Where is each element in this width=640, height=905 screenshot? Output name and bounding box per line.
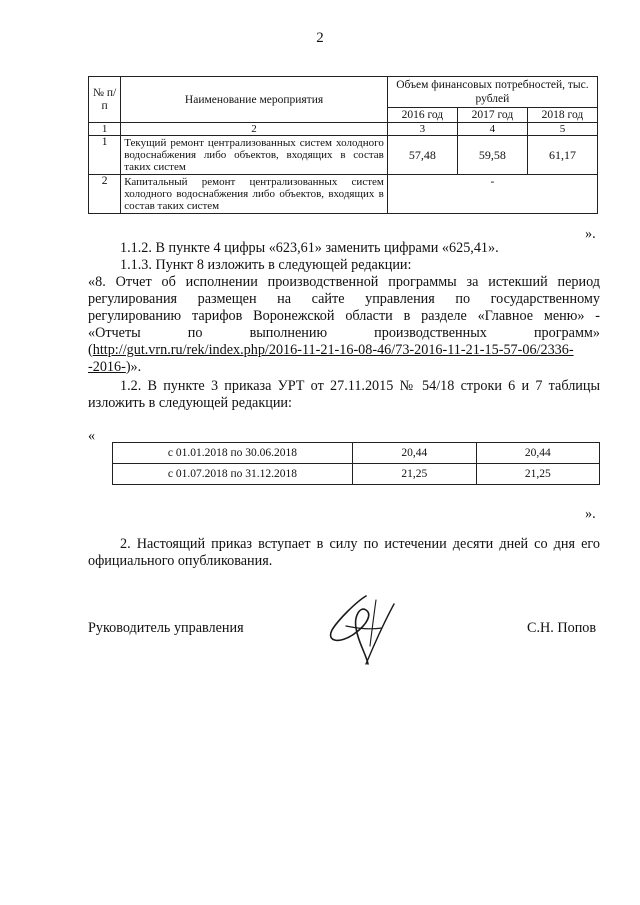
paragraph-1-2: 1.2. В пункте 3 приказа УРТ от 27.11.2015 № 54/18 строки 6 и 7 таблицы (120, 378, 600, 394)
value-cell: 20,44 (476, 443, 600, 464)
closing-quote-2: ». (585, 506, 596, 522)
table-row (113, 443, 600, 464)
report-link[interactable]: http://gut.vrn.ru/rek/index.php/2016-11-21-16-08-46/73-2016-11-21-15-57-06/2336- (92, 342, 574, 358)
paragraph-1-1-2: 1.1.2. В пункте 4 цифры «623,61» заменить цифрами «625,41». (120, 240, 499, 256)
paragraph-2-cont: официального опубликования. (88, 553, 273, 569)
report-link-continued[interactable]: -2016- (88, 359, 126, 375)
index-cell: 4 (457, 123, 527, 136)
signatory-title: Руководитель управления (88, 620, 244, 636)
value-cell: 21,25 (353, 464, 477, 485)
paragraph-1-2-cont: изложить в следующей редакции: (88, 395, 292, 411)
header-name: Наименование мероприятия (121, 77, 388, 123)
financial-needs-table (88, 76, 598, 214)
opening-quote: « (88, 428, 96, 444)
clause-8-line: регулирования размещен на сайте управления по государственному (88, 291, 600, 307)
url-line-1 (88, 342, 608, 359)
clause-8-line: «8. Отчет об исполнении производственной программы за истекший период (88, 274, 600, 290)
index-cell: 1 (89, 123, 121, 136)
closing-quote: ». (585, 226, 596, 242)
table-row (113, 464, 600, 485)
paragraph-2: 2. Настоящий приказ вступает в силу по истечении десяти дней со дня его (120, 536, 600, 552)
url-close: )». (125, 359, 142, 375)
period-cell: с 01.07.2018 по 31.12.2018 (113, 464, 353, 485)
row-name: Текущий ремонт централизованных систем холодного водоснабжения либо объектов, входящих в состав таких систем (121, 136, 388, 175)
value-cell: 21,25 (476, 464, 600, 485)
paragraph-1-1-3: 1.1.3. Пункт 8 изложить в следующей редакции: (120, 257, 412, 273)
row-value-2017: 59,58 (457, 136, 527, 175)
row-value-2018: 61,17 (527, 136, 597, 175)
url-open-paren: ( (88, 342, 93, 358)
row-value-2016: 57,48 (387, 136, 457, 175)
value-cell: 20,44 (353, 443, 477, 464)
signatory-name: С.Н. Попов (527, 620, 597, 636)
signature-image (316, 590, 416, 670)
index-cell: 2 (121, 123, 388, 136)
handwritten-signature (316, 590, 416, 670)
row-num: 2 (89, 175, 121, 214)
clause-8-line: регулированию тарифов Воронежской области в разделе «Главное меню» - (88, 308, 600, 324)
period-cell: с 01.01.2018 по 30.06.2018 (113, 443, 353, 464)
table-row (89, 175, 598, 214)
clause-8-line: «Отчеты по выполнению производственных программ» (88, 325, 600, 341)
page-number: 2 (316, 30, 324, 46)
index-cell: 5 (527, 123, 597, 136)
header-year-2016: 2016 год (387, 108, 457, 123)
row-num: 1 (89, 136, 121, 175)
index-cell: 3 (387, 123, 457, 136)
header-volume: Объем финансовых потребностей, тыс. рублей (387, 77, 597, 108)
row-name: Капитальный ремонт централизованных систем холодного водоснабжения либо объектов, входящих в состав таких систем (121, 175, 388, 214)
url-line-2 (88, 359, 141, 376)
header-year-2018: 2018 год (527, 108, 597, 123)
tariff-table (112, 442, 600, 485)
header-num: № п/п (89, 77, 121, 123)
header-year-2017: 2017 год (457, 108, 527, 123)
table-row (89, 136, 598, 175)
row-merged-value: - (387, 175, 597, 214)
